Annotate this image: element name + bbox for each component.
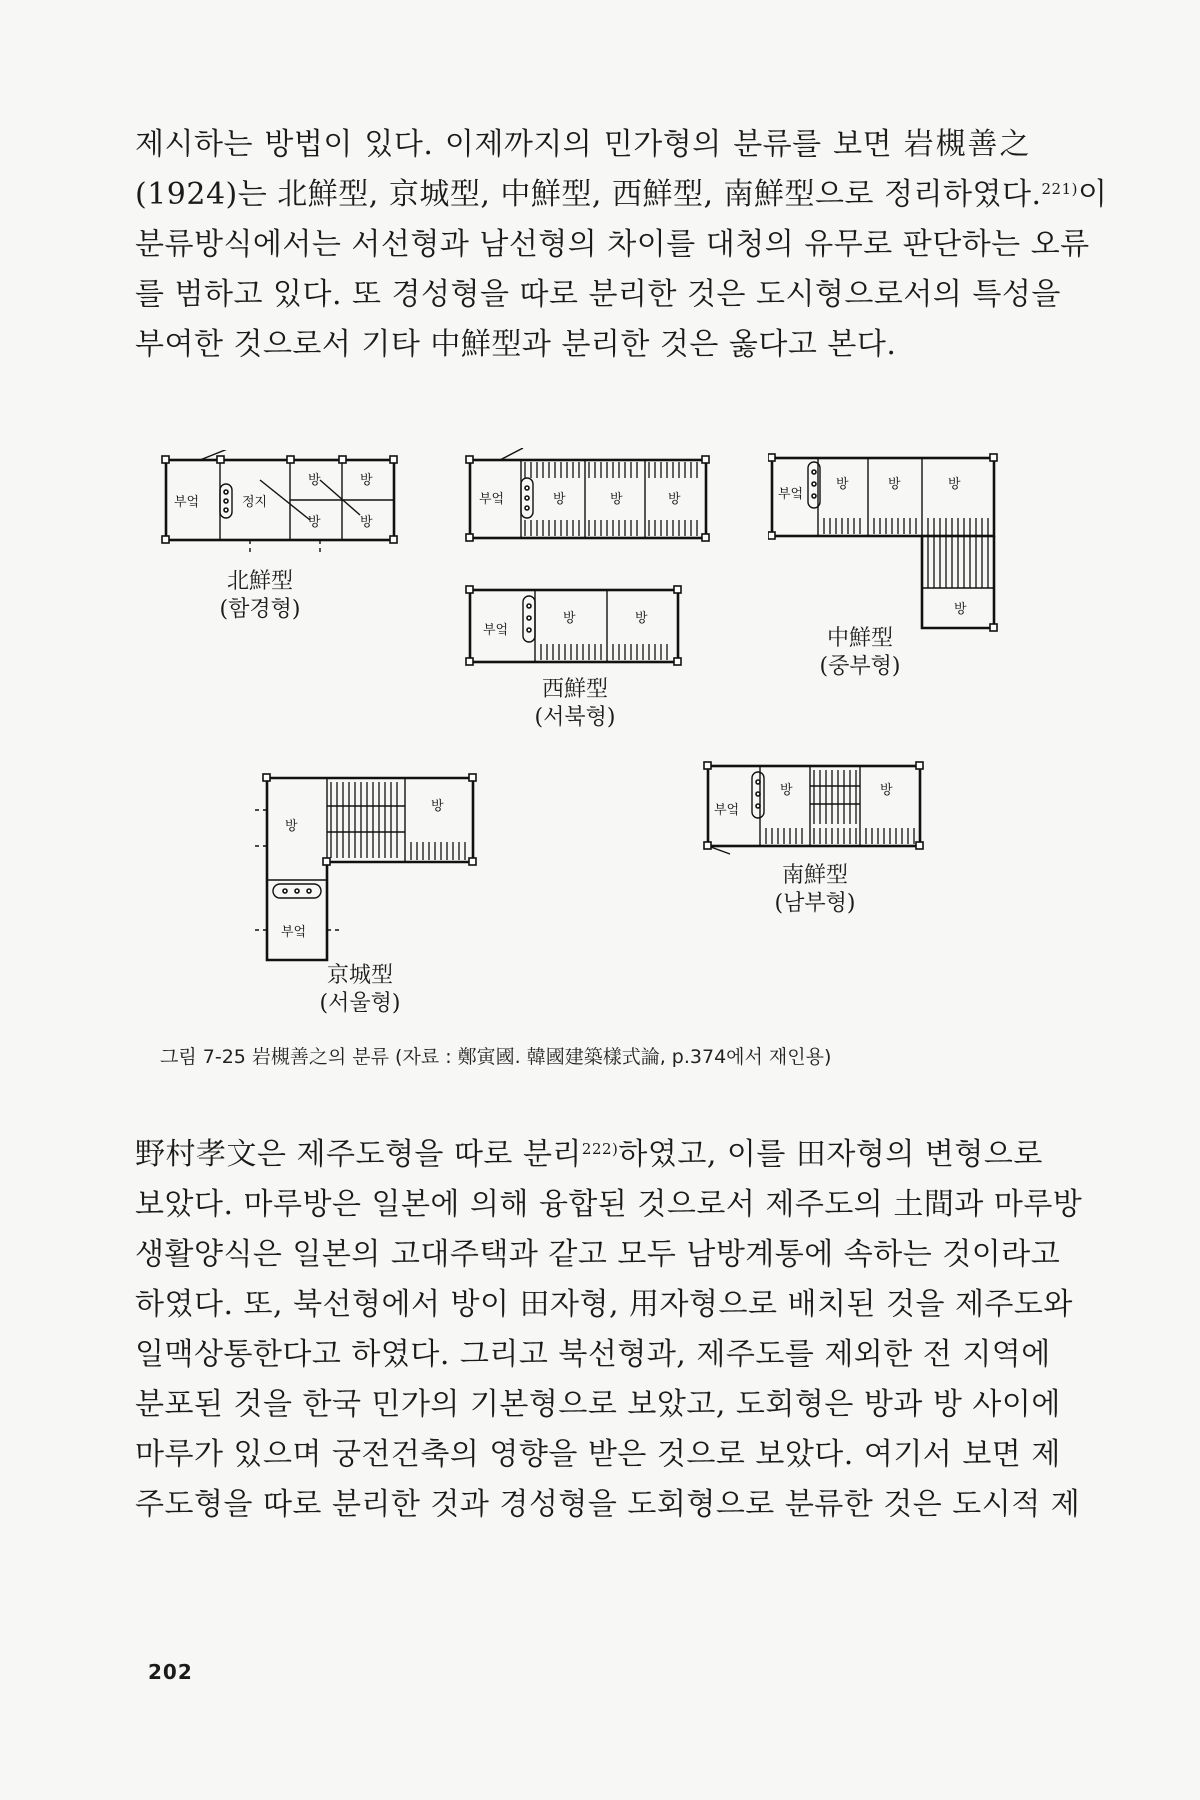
room-label: 방 xyxy=(880,783,893,798)
room-label: 방 xyxy=(308,515,321,530)
text-line: 하였다. 또, 북선형에서 방이 田자형, 用자형으로 배치된 것을 제주도와 xyxy=(135,1287,1073,1322)
kitchen-label: 부엌 xyxy=(479,492,505,507)
jeongji-label: 정지 xyxy=(242,495,268,510)
figure-label-gyeongseong xyxy=(300,962,420,1018)
kitchen-label: 부엌 xyxy=(778,487,804,502)
floor-plan-seoseon-lower xyxy=(465,582,685,672)
room-label: 방 xyxy=(610,492,623,507)
text-line: 분포된 것을 한국 민가의 기본형으로 보았고, 도회형은 방과 방 사이에 xyxy=(135,1387,1061,1422)
room-label: 방 xyxy=(888,477,901,492)
text-line: 마루가 있으며 궁전건축의 영향을 받은 것으로 보았다. 여기서 보면 제 xyxy=(135,1437,1061,1472)
type-name: 中鮮型 xyxy=(826,626,893,651)
text-segment: 이 xyxy=(1077,177,1108,212)
text-line: 일맥상통한다고 하였다. 그리고 북선형과, 제주도를 제외한 전 지역에 xyxy=(135,1337,1051,1372)
room-label: 방 xyxy=(285,819,298,834)
type-korean-name: (남부형) xyxy=(774,891,856,916)
floor-plan-bukseon xyxy=(160,450,400,560)
floor-plan-namseon xyxy=(700,758,930,858)
text-line: 주도형을 따로 분리한 것과 경성형을 도회형으로 분류한 것은 도시적 제 xyxy=(135,1487,1081,1522)
text-line: 부여한 것으로서 기타 中鮮型과 분리한 것은 옳다고 본다. xyxy=(135,327,897,362)
room-label: 방 xyxy=(563,611,576,626)
type-name: 南鮮型 xyxy=(781,863,848,888)
room-label: 방 xyxy=(954,602,967,617)
text-line xyxy=(135,1130,1043,1180)
hatch-top xyxy=(525,462,697,478)
hatch-daecheong xyxy=(766,770,914,844)
hatch-corridor xyxy=(824,518,988,588)
room-label: 방 xyxy=(308,473,321,488)
figure-label-namseon xyxy=(755,862,875,918)
floor-plan-jungseon xyxy=(768,448,1000,638)
type-korean-name: (함경형) xyxy=(219,597,301,622)
kitchen-label: 부엌 xyxy=(714,803,740,818)
paragraph-1 xyxy=(135,120,1108,370)
figure-label-seoseon xyxy=(515,676,635,732)
text-segment: (1924)는 北鮮型, 京城型, 中鮮型, 西鮮型, 南鮮型으로 정리하였다. xyxy=(135,177,1042,212)
room-label: 방 xyxy=(836,477,849,492)
type-name: 北鮮型 xyxy=(226,569,293,594)
text-line: 분류방식에서는 서선형과 남선형의 차이를 대청의 유무로 판단하는 오류 xyxy=(135,227,1090,262)
type-korean-name: (서북형) xyxy=(534,705,616,730)
figure-label-jungseon xyxy=(800,625,920,681)
type-korean-name: (서울형) xyxy=(319,991,401,1016)
room-label: 방 xyxy=(553,492,566,507)
floor-plan-seoseon-upper xyxy=(465,448,715,548)
hatch-bottom xyxy=(525,520,697,536)
hatch-maru xyxy=(331,782,465,860)
room-label: 방 xyxy=(948,477,961,492)
kitchen-label: 부엌 xyxy=(483,623,509,638)
type-name: 京城型 xyxy=(326,963,393,988)
room-label: 방 xyxy=(360,473,373,488)
room-label: 방 xyxy=(635,611,648,626)
room-label: 방 xyxy=(780,783,793,798)
figure-label-bukseon xyxy=(200,568,320,624)
page-number: 202 xyxy=(148,1660,193,1684)
kitchen-label: 부엌 xyxy=(281,925,307,940)
room-label: 방 xyxy=(360,515,373,530)
kitchen-label: 부엌 xyxy=(174,495,200,510)
text-segment: 野村孝文은 제주도형을 따로 분리 xyxy=(135,1137,582,1172)
text-segment: 하였고, 이를 田자형의 변형으로 xyxy=(618,1137,1043,1172)
footnote-ref: 222) xyxy=(581,1140,619,1158)
footnote-ref: 221) xyxy=(1041,180,1078,198)
figure-caption: 그림 7-25 岩槻善之의 분류 (자료 : 鄭寅國. 韓國建築樣式論, p.374에서 재인용) xyxy=(160,1046,832,1068)
text-line: 를 범하고 있다. 또 경성형을 따로 분리한 것은 도시형으로서의 특성을 xyxy=(135,277,1061,312)
text-line: 제시하는 방법이 있다. 이제까지의 민가형의 분류를 보면 岩槻善之 xyxy=(135,127,1030,162)
paragraph-2 xyxy=(135,1130,1083,1530)
room-label: 방 xyxy=(668,492,681,507)
room-label: 방 xyxy=(431,799,444,814)
text-line xyxy=(135,170,1108,220)
text-line: 생활양식은 일본의 고대주택과 같고 모두 남방계통에 속하는 것이라고 xyxy=(135,1237,1061,1272)
type-name: 西鮮型 xyxy=(541,677,608,702)
text-line: 보았다. 마루방은 일본에 의해 융합된 것으로서 제주도의 土間과 마루방 xyxy=(135,1187,1083,1222)
hatch-bottom xyxy=(541,644,667,660)
floor-plan-gyeongseong xyxy=(255,770,495,970)
type-korean-name: (중부형) xyxy=(819,654,901,679)
